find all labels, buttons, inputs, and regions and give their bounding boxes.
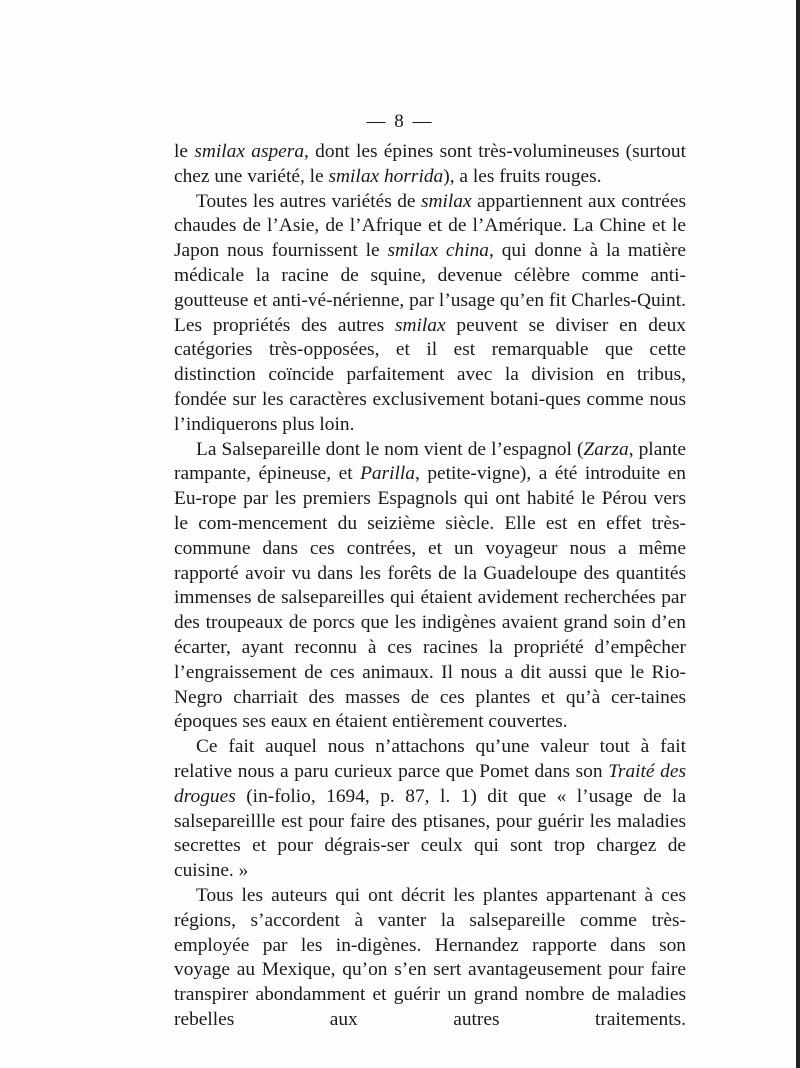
paragraph-1 bbox=[174, 140, 686, 190]
text-run: Ce fait auquel nous n’attachons qu’une valeur tout à fait relative nous a paru curieux parce que Pomet dans son bbox=[174, 736, 686, 782]
text-run: appartiennent aux contrées chaudes de l’Asie, de l’Afrique et de l’Amérique. La Chine et le Japon nous fournissent le bbox=[174, 190, 686, 262]
italic-term: smilax bbox=[420, 190, 472, 212]
text-run: , petite-vigne), a été introduite en Eu-rope par les premiers Espagnols qui ont habité le Pérou vers le com-mencement du seizième siècle. Elle est en effet très-commune dans ces contrées, et un voyageur nous a même rapporté avoir vu dans les forêts de la Guadeloupe des quantités immenses de salsepareilles qui étaient avidement recherchées par des troupeaux de porcs que les indigènes avaient grand soin d’en écarter, ayant reconnu à ces racines la propriété d’empêcher l’engraissement de ces animaux. Il nous a dit aussi que le Rio-Negro charriait des masses de ces plantes et qu’à cer-taines époques ses eaux en étaient entièrement couvertes. bbox=[174, 463, 686, 733]
paragraph-2 bbox=[174, 190, 686, 438]
italic-term: smilax bbox=[394, 314, 446, 336]
paragraph-3 bbox=[174, 438, 686, 736]
italic-term: Traité des drogues bbox=[174, 760, 686, 807]
italic-term: Parilla bbox=[360, 463, 416, 485]
page-edge-shadow bbox=[796, 0, 800, 1068]
text-run: (in-folio, 1694, p. 87, l. 1) dit que « l’usage de la salsepareillle est pour faire des ptisanes, pour guérir les maladies secrettes et pour dégrais-ser ceulx qui sont trop chargez de cuisine. » bbox=[174, 785, 686, 882]
paragraph-5 bbox=[174, 884, 686, 1033]
text-run: ), a les fruits rouges. bbox=[443, 165, 602, 187]
text-run: peuvent se diviser en deux catégories très-opposées, et il est remarquable que cette distinction coïncide parfaitement avec la division en tribus, fondée sur les caractères exclusivement botani-ques comme nous l’indiquerons plus loin. bbox=[174, 314, 686, 435]
page-body bbox=[174, 140, 686, 1033]
text-run: , dont les épines sont très-volumineuses (surtout chez une variété, le bbox=[174, 141, 686, 187]
text-run: Tous les auteurs qui ont décrit les plantes appartenant à ces régions, s’accordent à vanter la salsepareille comme très-employée par les in-digènes. Hernandez rapporte dans son voyage au Mexique, qu’on s’en sert avantageusement pour faire transpirer abondamment et guérir un grand nombre de maladies rebelles aux autres traitements. bbox=[174, 884, 686, 1030]
text-run: Toutes les autres variétés de bbox=[196, 190, 421, 212]
text-run: La Salsepareille dont le nom vient de l’espagnol ( bbox=[196, 438, 584, 460]
paragraph-4 bbox=[174, 735, 686, 884]
text-run: le bbox=[174, 141, 195, 162]
italic-term: Zarza bbox=[583, 438, 629, 460]
page-number: — 8 — bbox=[366, 111, 434, 132]
italic-term: smilax china bbox=[387, 240, 489, 262]
italic-term: smilax horrida bbox=[328, 165, 444, 187]
text-run: , qui donne à la matière médicale la racine de squine, devenue célèbre comme anti-goutteuse et anti-vé-nérienne, par l’usage qu’en fit Charles-Quint. Les propriétés des autres bbox=[174, 240, 686, 336]
italic-term: smilax aspera bbox=[194, 141, 305, 162]
text-run: , plante rampante, épineuse, et bbox=[174, 438, 686, 485]
